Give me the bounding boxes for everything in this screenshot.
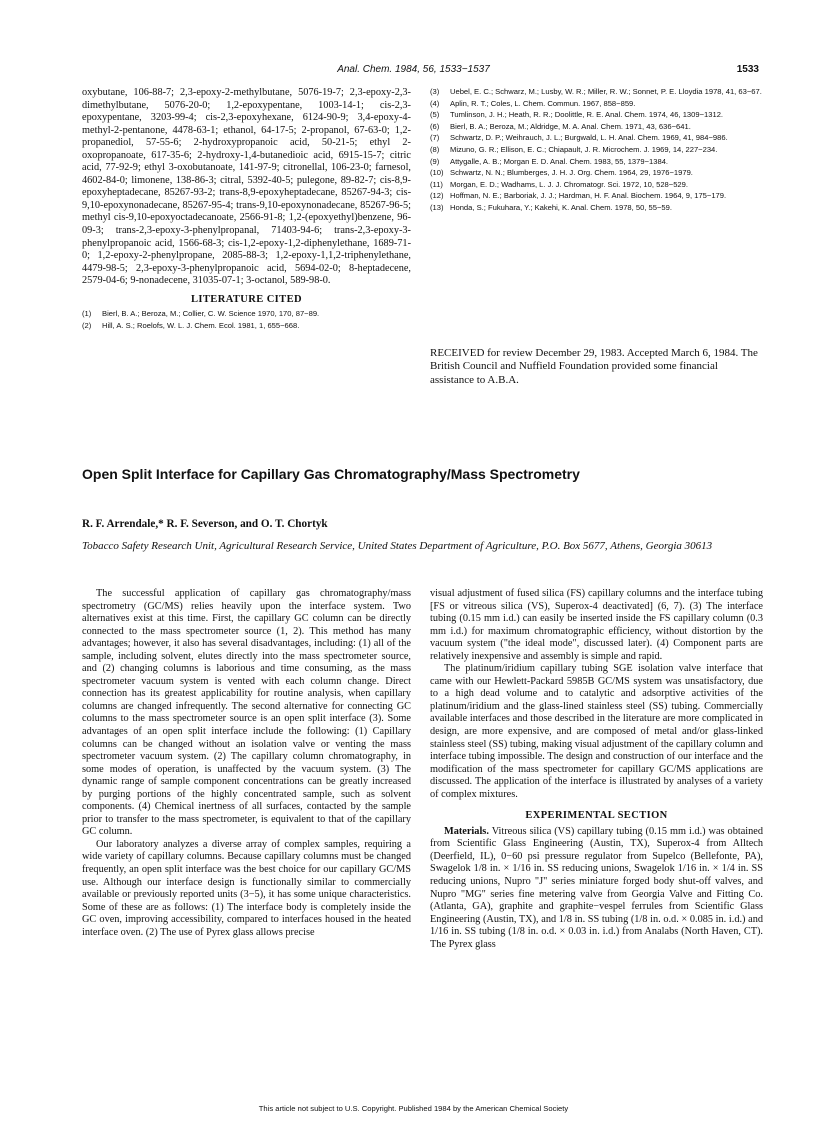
reference-item: (9) Attygalle, A. B.; Morgan E. D. Anal. Chem. 1983, 55, 1379−1384.	[430, 156, 669, 166]
body-paragraph: visual adjustment of fused silica (FS) capillary columns and the interface tubing [FS or vitreous silica (VS), Superox-4 deactivated] (6, 7). (3) The interface tubing (0.15 mm i.d.) can easily be inserted inside the FS capillary column (0.3 mm i.d.) for maximum chromatographic efficiency, without distortion by the vacuum system ("the ideal mode", discussed later). (4) Component parts are relatively inexpensive and assembly is simple and rapid.	[430, 588, 763, 662]
body-paragraph: Our laboratory analyzes a diverse array of complex samples, requiring a wide variety of capillary columns. Because capillary columns must be changed frequently, an open split interface was the best choice for our capillary GC/MS use. Although our interface design is functionally similar to commercially available or previously reported units (3−5), it has some unique characteristics. Some of these are as follows: (1) The interface body is completely inside the GC oven, improving accessibility, compared to interfaces housed in the heated interface oven. (2) The use of Pyrex glass allows precise	[82, 838, 411, 938]
previous-article-left-column	[82, 87, 411, 332]
reference-item: (5) Tumlinson, J. H.; Heath, R. R.; Doolittle, R. E. Anal. Chem. 1974, 46, 1309−1312.	[430, 110, 724, 120]
reference-item: (4) Aplin, R. T.; Coles, L. Chem. Commun. 1967, 858−859.	[430, 98, 636, 108]
materials-label: Materials.	[444, 825, 489, 837]
reference-item: (8) Mizuno, G. R.; Ellison, E. C.; Chiapault, J. R. Microchem. J. 1969, 14, 227−234.	[430, 144, 718, 154]
reference-item: (2) Hill, A. S.; Roelofs, W. L. J. Chem. Ecol. 1981, 1, 655−668.	[82, 320, 300, 330]
body-right-column	[430, 588, 763, 951]
copyright-footer: This article not subject to U.S. Copyright. Published 1984 by the American Chemical Society	[258, 1104, 569, 1113]
received-note: RECEIVED for review December 29, 1983. Accepted March 6, 1984. The British Council and Nuffield Foundation provided some financial assistance to A.B.A.	[430, 347, 758, 386]
reference-item: (7) Schwartz, D. P.; Weihrauch, J. L.; Burgwald, L. H. Anal. Chem. 1969, 41, 984−986.	[430, 133, 728, 143]
reference-list-left	[82, 309, 411, 331]
reference-item: (3) Uebel, E. C.; Schwarz, M.; Lusby, W. R.; Miller, R. W.; Sonnet, P. E. Lloydia 1978, 41, 63−67.	[430, 87, 762, 96]
body-left-column	[82, 588, 411, 939]
reference-item: (11) Morgan, E. D.; Wadhams, L. J. J. Chromatogr. Sci. 1972, 10, 528−529.	[430, 179, 688, 189]
experimental-section-heading: EXPERIMENTAL SECTION	[525, 810, 668, 822]
article-title: Open Split Interface for Capillary Gas Chromatography/Mass Spectrometry	[82, 466, 580, 482]
reference-item: (1) Bierl, B. A.; Beroza, M.; Collier, C. W. Science 1970, 170, 87−89.	[82, 309, 320, 319]
body-paragraph: The successful application of capillary gas chromatography/mass spectrometry (GC/MS) relies heavily upon the interface system. Two alternatives exist at this time. First, the capillary GC column can be directly connected to the mass spectrometer source (1, 2). This method has many advantages; however, it also has several disadvantages, including: (1) all of the sample, including solvent, elutes directly into the mass spectrometer source, and (2) changing columns is laborious and time consuming, as the mass spectrometer vacuum system is vented with each column change. Direct connection has its greatest applicability for routine analysis, when capillary columns are changed infrequently. The second alternative for connecting GC columns to the mass spectrometer source is an open split interface (3). Some advantages of an open split interface include the following: (1) Capillary columns can be changed without an isolation valve or venting the mass spectrometer vacuum system. (2) The capillary column chromatography, in some modes of operation, is unaffected by the vacuum system. (3) The dynamic range of sample component concentrations can be greatly increased by purging portions of the highly concentrated sample, such as solvent components. (4) Chemical inertness of all surfaces, contacted by the sample prior to transfer to the mass spectrometer, is equivalent to that of the capillary GC column.	[82, 588, 411, 838]
materials-paragraph	[430, 826, 763, 951]
reference-item: (10) Schwartz, N. N.; Blumberges, J. H. J. Org. Chem. 1964, 29, 1976−1979.	[430, 168, 693, 178]
reference-item: (13) Honda, S.; Fukuhara, Y.; Kakehi, K. Anal. Chem. 1978, 50, 55−59.	[430, 202, 672, 212]
body-paragraph: The platinum/iridium capillary tubing SGE isolation valve interface that came with our Hewlett-Packard 5985B GC/MS system was unsatisfactory, due to a high dead volume and to catalytic and adsorptive activities of the platinum/iridium and the glass-lined stainless steel (SS) tubing. Commercially available interfaces and those described in the literature are more complicated in design, are more expensive, and are composed of metal and/or glass-linked stainless steel (SS) tubing, making visual adjustment of the capillary column and interface tubing impossible. The design and construction of our interface and the modification of the mass spectrometer for capillary GC/MS applications are discussed. The application of the interface is illustrated by analyses of a variety of complex mixtures.	[430, 663, 763, 800]
registry-compound-list: oxybutane, 106-88-7; 2,3-epoxy-2-methylbutane, 5076-19-7; 2,3-epoxy-2,3-dimethylbutane, 5076-20-0; 1,2-epoxypentane, 1003-14-1; cis-2,3-epoxypentane, 3203-99-4; cis-2,3-epoxyhexane, 6124-90-9; 3,4-epoxy-4-methyl-2-pentanone, 4478-63-1; ethanol, 64-17-5; 2-propanol, 67-63-0; 1,2-propanediol, 57-55-6; 2-hydroxypropanoic acid, 50-21-5; ethyl 2-oxopropanoate, 617-35-6; 2-hydroxy-1,4-butanedioic acid, 6915-15-7; citric acid, 77-92-9; ethyl 3-oxobutanoate, 141-97-9; citronellal, 106-23-0; farnesol, 4602-84-0; limonene, 138-86-3; citral, 5392-40-5; pulegone, 89-82-7; cis-8,9-epoxyheptadecane, 85267-93-2; trans-8,9-epoxyheptadecane, 85267-94-3; cis-9,10-epoxynonadecane, 85267-95-4; trans-9,10-epoxynonadecane, 85267-96-5; methyl cis-9,10-epoxyoctadecanoate, 2566-91-8; 1,2-(epoxyethyl)benzene, 96-09-3; trans-2,3-epoxy-3-phenylpropanal, 71403-94-6; trans-2,3-epoxy-3-phenylpropanoic acid, 1566-68-3; cis-1,2-epoxy-1,2-diphenylethane, 1689-71-0; 1,2-epoxy-2-phenylpropane, 2085-88-3; 1,2-epoxy-1,1,2-triphenylethane, 4479-98-5; 2,3-epoxy-3-phenylpropanoic acid, 5694-02-0; 8-heptadecene, 2579-04-6; 9-nonadecene, 31035-07-1; 3-octanol, 589-98-0.	[82, 87, 411, 287]
article-authors: R. F. Arrendale,* R. F. Severson, and O. T. Chortyk	[82, 518, 328, 530]
page-number: 1533	[736, 64, 759, 75]
literature-cited-heading: LITERATURE CITED	[191, 293, 302, 305]
journal-citation: Anal. Chem. 1984, 56, 1533−1537	[337, 64, 490, 75]
materials-text: Vitreous silica (VS) capillary tubing (0.15 mm i.d.) was obtained from Scientific Glass Engineering (Austin, TX), Superox-4 from Alltech (Deerfield, IL), 0−60 psi pressure regulator from Supelco (Bellefonte, PA), Swagelok 1/8 in. × 1/16 in. SS reducing unions, Swagelok 1/16 in. × 1/4 in. SS reducing unions, Nupro "J" series miniature forged body shut-off valves, and Nupro "MG" series fine metering valve from Georgia Valve and Fitting Co. (Atlanta, GA), graphite and graphite−vespel ferrules from Scientific Glass Engineering (Austin, TX), and 1/8 in. SS tubing (1/8 in. o.d. × 0.085 in. i.d.) and 1/16 in. SS tubing (1/8 in. o.d. × 0.03 in. i.d.) from Analabs (North Haven, CT). The Pyrex glass	[430, 825, 764, 950]
running-header	[0, 64, 827, 82]
reference-item: (12) Hoffman, N. E.; Barboriak, J. J.; Hardman, H. F. Anal. Biochem. 1964, 9, 175−179.	[430, 191, 727, 201]
reference-list-right	[430, 87, 763, 215]
article-affiliation: Tobacco Safety Research Unit, Agricultural Research Service, United States Department of Agriculture, P.O. Box 5677, Athens, Georgia 30613	[82, 540, 713, 552]
reference-item: (6) Bierl, B. A.; Beroza, M.; Aldridge, M. A. Anal. Chem. 1971, 43, 636−641.	[430, 121, 691, 131]
